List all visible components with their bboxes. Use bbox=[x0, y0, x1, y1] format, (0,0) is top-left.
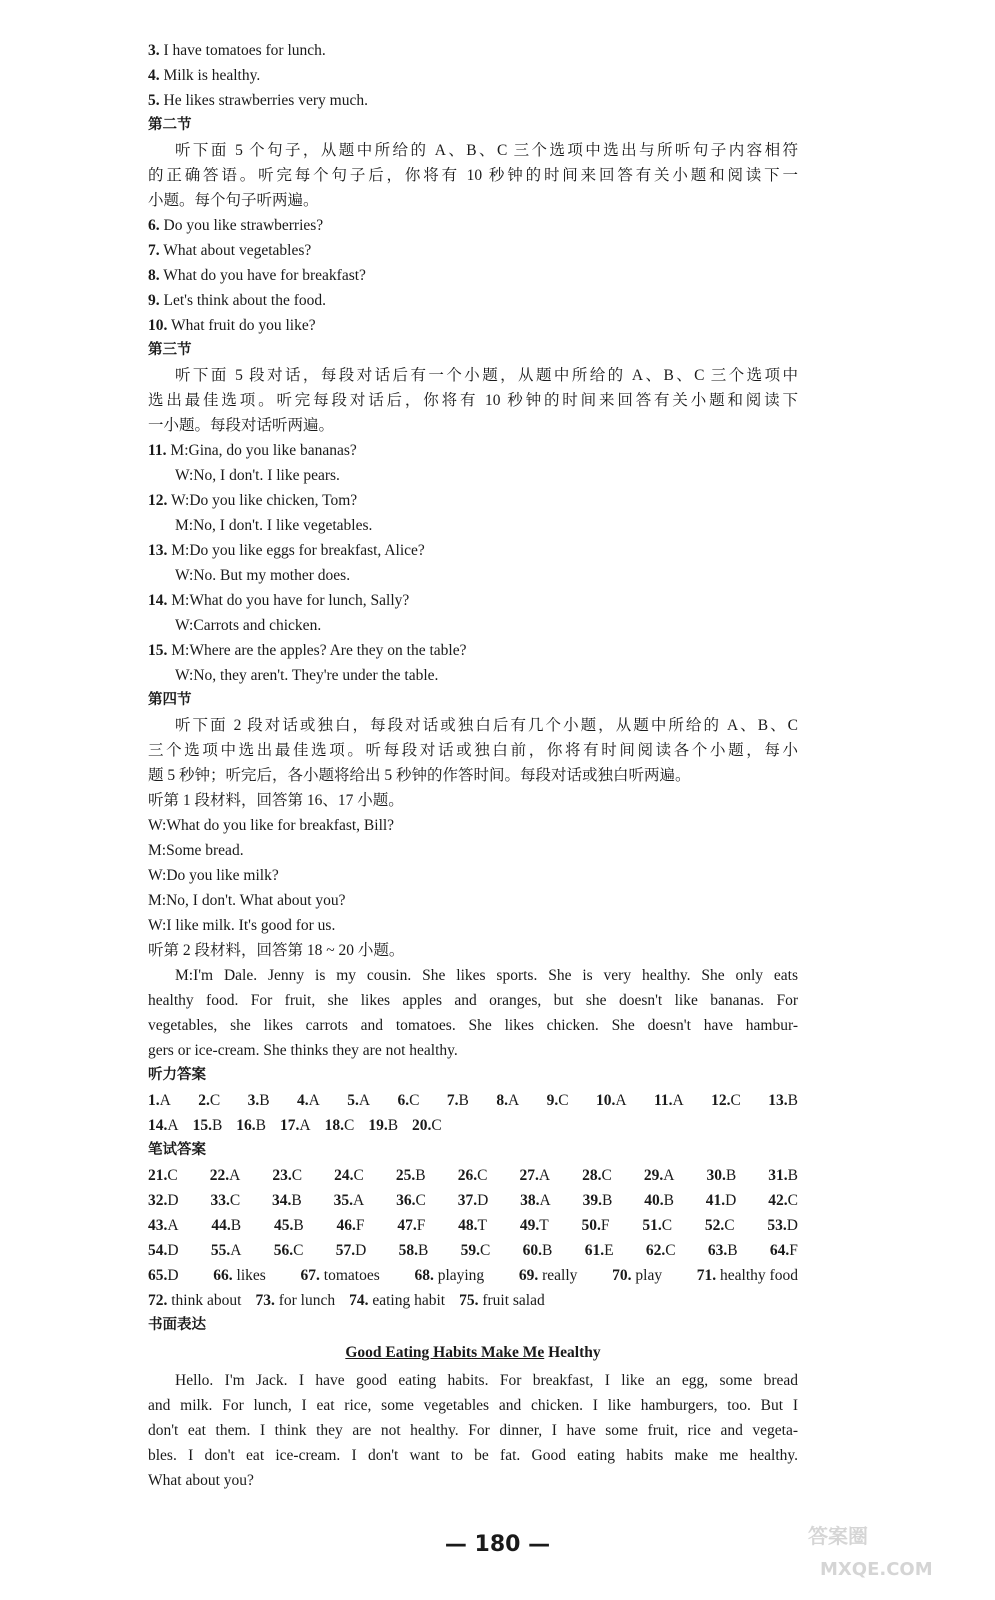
section4-instruction: 听下面 2 段对话或独白，每段对话或独白后有几个小题，从题中所给的 A、B、C bbox=[175, 717, 798, 734]
answer-item: 25.B bbox=[395, 1167, 426, 1184]
answer-item: 63.B bbox=[707, 1242, 738, 1259]
watermark-cn: 答案圈 bbox=[808, 1524, 868, 1548]
answer-row bbox=[148, 1113, 798, 1138]
material2-label: 听第 2 段材料，回答第 18 ~ 20 小题。 bbox=[148, 942, 405, 959]
answer-item: 26.C bbox=[457, 1167, 488, 1184]
essay-line: and milk. For lunch, I eat rice, some vegetables and chicken. I like hamburgers, too. But I bbox=[148, 1397, 798, 1414]
answer-item: 14.A bbox=[148, 1117, 179, 1134]
watermark-logo bbox=[800, 1515, 980, 1585]
answer-item: 65.D bbox=[148, 1267, 179, 1284]
listening-answers-heading: 听力答案 bbox=[148, 1067, 206, 1083]
answer-item: 30.B bbox=[706, 1167, 737, 1184]
answer-item: 72. think about bbox=[148, 1292, 242, 1309]
answer-row bbox=[148, 1263, 798, 1288]
section2-instruction: 的正确答语。听完每个句子后，你将有 10 秒钟的时间来回答有关小题和阅读下一 bbox=[148, 167, 798, 184]
answer-item: 38.A bbox=[520, 1192, 551, 1209]
list-item: 7. What about vegetables? bbox=[148, 242, 312, 259]
answer-item: 32.D bbox=[148, 1192, 179, 1209]
section3-heading: 第三节 bbox=[148, 342, 192, 358]
dialog-line: W:No, I don't. I like pears. bbox=[175, 467, 340, 484]
answer-item: 23.C bbox=[272, 1167, 303, 1184]
dialog-line: W:No, they aren't. They're under the table. bbox=[175, 667, 439, 684]
answer-item: 68. playing bbox=[414, 1267, 485, 1284]
section3-instruction: 一小题。每段对话听两遍。 bbox=[148, 417, 335, 434]
answer-item: 52.C bbox=[704, 1217, 735, 1234]
answer-item: 1.A bbox=[148, 1092, 171, 1109]
answer-item: 15.B bbox=[192, 1117, 223, 1134]
list-item: 5. He likes strawberries very much. bbox=[148, 92, 368, 109]
answer-item: 51.C bbox=[642, 1217, 673, 1234]
answer-item: 48.T bbox=[458, 1217, 487, 1234]
answer-item: 40.B bbox=[644, 1192, 674, 1209]
answer-item: 45.B bbox=[273, 1217, 304, 1234]
answer-item: 4.A bbox=[297, 1092, 320, 1109]
dialog-line: M:Some bread. bbox=[148, 842, 244, 859]
monologue-line: M:I'm Dale. Jenny is my cousin. She likes sports. She is very healthy. She only eats bbox=[175, 967, 798, 984]
answer-item: 11.A bbox=[653, 1092, 684, 1109]
section3-instruction: 选出最佳选项。听完每段对话后，你将有 10 秒钟的时间来回答有关小题和阅读下 bbox=[148, 392, 798, 409]
answer-item: 28.C bbox=[582, 1167, 612, 1184]
answer-row bbox=[148, 1213, 798, 1238]
dialog-line: 14. M:What do you have for lunch, Sally? bbox=[148, 592, 410, 609]
answer-item: 9.C bbox=[546, 1092, 569, 1109]
answer-item: 58.B bbox=[398, 1242, 429, 1259]
section2-instruction: 小题。每个句子听两遍。 bbox=[148, 192, 319, 209]
list-item: 3. I have tomatoes for lunch. bbox=[148, 42, 326, 59]
answer-item: 7.B bbox=[446, 1092, 469, 1109]
answer-item: 35.A bbox=[333, 1192, 365, 1209]
monologue-line: gers or ice-cream. She thinks they are not healthy. bbox=[148, 1042, 458, 1059]
dialog-line: 12. W:Do you like chicken, Tom? bbox=[148, 492, 358, 509]
answer-item: 75. fruit salad bbox=[459, 1292, 545, 1309]
answer-row bbox=[148, 1188, 798, 1213]
answer-item: 46.F bbox=[336, 1217, 365, 1234]
dialog-line: 11. M:Gina, do you like bananas? bbox=[148, 442, 357, 459]
answer-item: 47.F bbox=[397, 1217, 426, 1234]
list-item: 9. Let's think about the food. bbox=[148, 292, 327, 309]
answer-item: 41.D bbox=[705, 1192, 737, 1209]
answer-item: 42.C bbox=[768, 1192, 798, 1209]
answer-item: 24.C bbox=[334, 1167, 364, 1184]
dialog-line: 13. M:Do you like eggs for breakfast, Alice? bbox=[148, 542, 425, 559]
answer-item: 55.A bbox=[210, 1242, 242, 1259]
section3-instruction: 听下面 5 段对话，每段对话后有一个小题，从题中所给的 A、B、C 三个选项中 bbox=[175, 367, 798, 384]
monologue-line: vegetables, she likes carrots and tomatoes. She likes chicken. She doesn't have hambur- bbox=[148, 1017, 798, 1034]
dialog-line: W:What do you like for breakfast, Bill? bbox=[148, 817, 395, 834]
answer-item: 18.C bbox=[324, 1117, 355, 1134]
essay-line: don't eat them. I think they are not healthy. For dinner, I have some fruit, rice and vegeta- bbox=[148, 1422, 798, 1439]
essay-title: Good Eating Habits Make Me Healthy bbox=[345, 1344, 601, 1361]
answer-item: 53.D bbox=[767, 1217, 798, 1234]
dialog-line: M:No, I don't. What about you? bbox=[148, 892, 346, 909]
answer-item: 21.C bbox=[148, 1167, 178, 1184]
answer-item: 59.C bbox=[460, 1242, 491, 1259]
section4-instruction: 三个选项中选出最佳选项。听每段对话或独白前，你将有时间阅读各个小题，每小 bbox=[148, 742, 798, 759]
watermark-en: MXQE.COM bbox=[820, 1559, 933, 1580]
answer-item: 74. eating habit bbox=[349, 1292, 446, 1309]
answer-item: 16.B bbox=[236, 1117, 267, 1134]
section4-heading: 第四节 bbox=[148, 692, 192, 708]
answer-item: 60.B bbox=[522, 1242, 553, 1259]
answer-item: 70. play bbox=[612, 1267, 663, 1284]
answer-item: 13.B bbox=[768, 1092, 798, 1109]
answer-item: 2.C bbox=[198, 1092, 221, 1109]
answer-item: 27.A bbox=[519, 1167, 551, 1184]
answer-item: 6.C bbox=[397, 1092, 420, 1109]
essay-line: Hello. I'm Jack. I have good eating habits. For breakfast, I like an egg, some bread bbox=[175, 1372, 798, 1389]
dialog-line: W:Carrots and chicken. bbox=[175, 617, 322, 634]
list-item: 10. What fruit do you like? bbox=[148, 317, 316, 334]
answer-item: 69. really bbox=[518, 1267, 578, 1284]
answer-item: 50.F bbox=[581, 1217, 610, 1234]
section4-instruction: 题 5 秒钟；听完后，各小题将给出 5 秒钟的作答时间。每段对话或独白听两遍。 bbox=[148, 767, 691, 784]
dialog-line: W:No. But my mother does. bbox=[175, 567, 351, 584]
writing-heading: 书面表达 bbox=[148, 1317, 206, 1333]
list-item: 6. Do you like strawberries? bbox=[148, 217, 324, 234]
answer-item: 5.A bbox=[347, 1092, 371, 1109]
section2-instruction: 听下面 5 个句子，从题中所给的 A、B、C 三个选项中选出与所听句子内容相符 bbox=[175, 142, 798, 159]
list-item: 8. What do you have for breakfast? bbox=[148, 267, 366, 284]
answer-item: 56.C bbox=[273, 1242, 304, 1259]
section2-heading: 第二节 bbox=[148, 117, 192, 133]
answer-row bbox=[148, 1238, 798, 1263]
dialog-line: W:I like milk. It's good for us. bbox=[148, 917, 336, 934]
answer-item: 73. for lunch bbox=[255, 1292, 336, 1309]
answer-item: 31.B bbox=[768, 1167, 798, 1184]
answer-page bbox=[148, 38, 798, 1493]
answer-item: 44.B bbox=[211, 1217, 242, 1234]
essay-line: What about you? bbox=[148, 1472, 254, 1489]
material1-label: 听第 1 段材料，回答第 16、17 小题。 bbox=[148, 792, 404, 809]
answer-item: 22.A bbox=[209, 1167, 241, 1184]
answer-item: 34.B bbox=[272, 1192, 302, 1209]
answer-item: 20.C bbox=[412, 1117, 442, 1134]
answer-item: 57.D bbox=[335, 1242, 367, 1259]
dialog-line: M:No, I don't. I like vegetables. bbox=[175, 517, 373, 534]
answer-item: 54.D bbox=[148, 1242, 179, 1259]
answer-item: 29.A bbox=[643, 1167, 675, 1184]
answer-item: 37.D bbox=[457, 1192, 489, 1209]
written-answers-heading: 笔试答案 bbox=[148, 1142, 206, 1158]
essay-line: bles. I don't eat ice-cream. I don't want to be fat. Good eating habits make me healthy. bbox=[148, 1447, 798, 1464]
answer-item: 62.C bbox=[645, 1242, 676, 1259]
answer-item: 64.F bbox=[769, 1242, 798, 1259]
answer-item: 8.A bbox=[496, 1092, 520, 1109]
answer-item: 10.A bbox=[595, 1092, 627, 1109]
answer-item: 49.T bbox=[519, 1217, 549, 1234]
answer-item: 19.B bbox=[368, 1117, 399, 1134]
answer-item: 3.B bbox=[247, 1092, 270, 1109]
answer-item: 33.C bbox=[210, 1192, 241, 1209]
answer-item: 66. likes bbox=[213, 1267, 266, 1284]
page-number: — 180 — bbox=[444, 1532, 551, 1557]
monologue-line: healthy food. For fruit, she likes apples and oranges, but she doesn't like bananas. For bbox=[148, 992, 798, 1009]
answer-row bbox=[148, 1088, 798, 1113]
answer-item: 36.C bbox=[396, 1192, 426, 1209]
list-item: 4. Milk is healthy. bbox=[148, 67, 261, 84]
answer-item: 39.B bbox=[582, 1192, 613, 1209]
answer-item: 61.E bbox=[584, 1242, 614, 1259]
answer-item: 71. healthy food bbox=[696, 1267, 798, 1284]
answer-row bbox=[148, 1163, 798, 1188]
dialog-line: W:Do you like milk? bbox=[148, 867, 279, 884]
answer-item: 43.A bbox=[148, 1217, 179, 1234]
answer-item: 67. tomatoes bbox=[300, 1267, 380, 1284]
dialog-line: 15. M:Where are the apples? Are they on the table? bbox=[148, 642, 467, 659]
answer-item: 17.A bbox=[280, 1117, 311, 1134]
answer-row bbox=[148, 1288, 798, 1313]
answer-item: 12.C bbox=[711, 1092, 741, 1109]
section1-items bbox=[148, 38, 798, 113]
